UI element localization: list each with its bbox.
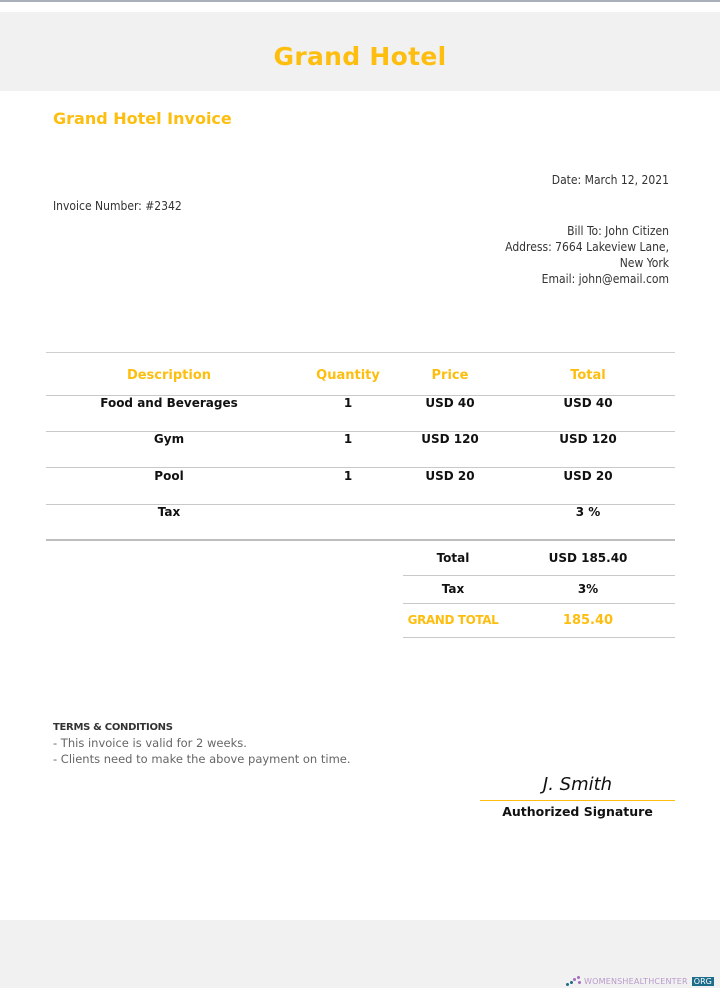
cell-price: USD 40: [425, 396, 475, 410]
table-divider: [46, 467, 675, 468]
cell-price: USD 120: [421, 432, 479, 446]
hotel-name: Grand Hotel: [273, 42, 447, 71]
summary-divider: [403, 603, 675, 604]
summary-divider: [403, 575, 675, 576]
watermark: [566, 975, 714, 987]
watermark-suffix: ORG: [693, 976, 712, 986]
column-header-quantity: Quantity: [316, 368, 380, 383]
column-header-description: Description: [126, 368, 212, 383]
signature-label: Authorized Signature: [502, 804, 653, 819]
grand-total-value: 185.40: [562, 613, 614, 628]
cell-total: USD 20: [563, 469, 613, 483]
bill-to-email: Email: john@email.com: [541, 272, 669, 286]
terms-line: - Clients need to make the above payment on time.: [53, 752, 351, 766]
summary-divider: [403, 637, 675, 638]
watermark-text: WOMENSHEALTHCENTER: [584, 976, 688, 986]
bill-to-block: [505, 223, 669, 287]
grand-total-label: GRAND TOTAL: [407, 613, 499, 627]
cell-description: Pool: [154, 469, 184, 483]
signature-name: J. Smith: [542, 774, 613, 795]
bill-to-name: Bill To: John Citizen: [567, 224, 669, 238]
watermark-logo-icon: [566, 975, 582, 987]
invoice-date: Date: March 12, 2021: [551, 173, 669, 187]
cell-description: Gym: [153, 432, 185, 446]
cell-price: USD 20: [425, 469, 475, 483]
cell-total: 3 %: [575, 505, 601, 519]
terms-line: - This invoice is valid for 2 weeks.: [53, 736, 247, 750]
bill-to-address-line1: Address: 7664 Lakeview Lane,: [505, 240, 669, 254]
terms-title: TERMS & CONDITIONS: [53, 722, 173, 733]
summary-total-value: USD 185.40: [548, 551, 628, 565]
summary-total-label: Total: [436, 551, 470, 565]
invoice-number: Invoice Number: #2342: [53, 199, 182, 213]
top-border: [0, 0, 720, 2]
cell-quantity: 1: [343, 396, 353, 410]
cell-total: USD 40: [563, 396, 613, 410]
cell-quantity: 1: [343, 432, 353, 446]
cell-description: Tax: [157, 505, 181, 519]
column-header-price: Price: [431, 368, 469, 383]
bill-to-address-line2: New York: [619, 256, 669, 270]
table-divider: [46, 539, 675, 541]
table-divider: [46, 352, 675, 353]
cell-quantity: 1: [343, 469, 353, 483]
signature-line: [480, 800, 675, 801]
summary-tax-label: Tax: [441, 582, 465, 596]
summary-tax-value: 3%: [577, 582, 599, 596]
invoice-title: Grand Hotel Invoice: [53, 109, 232, 128]
cell-total: USD 120: [559, 432, 617, 446]
cell-description: Food and Beverages: [100, 396, 238, 410]
column-header-total: Total: [570, 368, 606, 383]
